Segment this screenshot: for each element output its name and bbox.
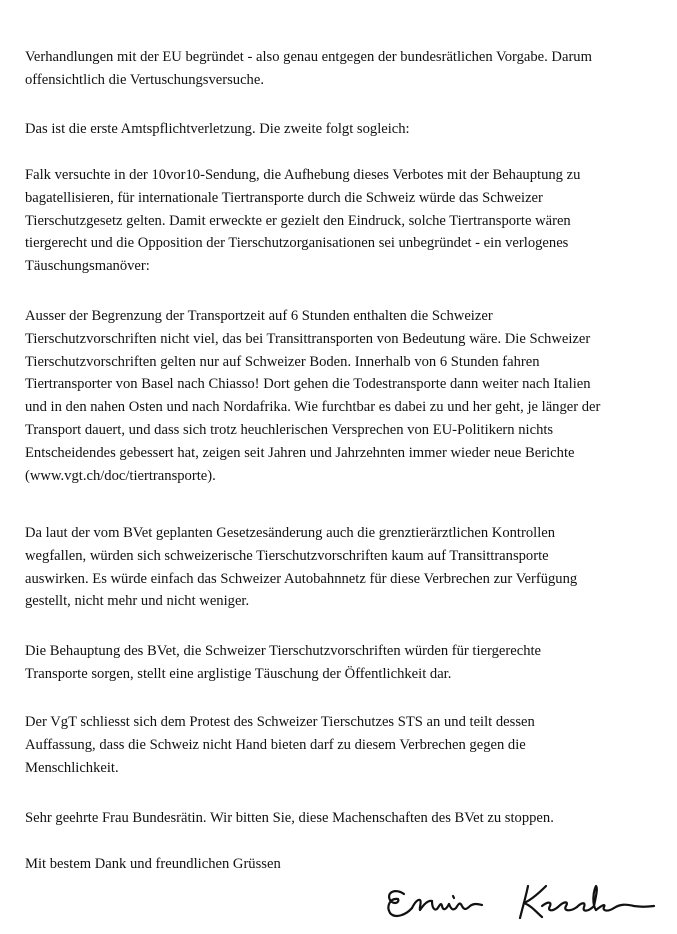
text-line: Mit bestem Dank und freundlichen Grüssen <box>25 856 281 872</box>
text-line: Der VgT schliesst sich dem Protest des Schweizer Tierschutzes STS an und teilt dessen <box>25 714 535 730</box>
text-line: Tierschutzgesetz gelten. Damit erweckte er gezielt den Eindruck, solche Tiertransporte wären <box>25 212 571 229</box>
paragraph-request <box>25 807 665 830</box>
text-line: Die Behauptung des BVet, die Schweizer Tierschutzvorschriften würden für tiergerechte <box>25 643 542 659</box>
text-line: Tierschutzvorschriften nicht viel, das bei Transittransporten von Bedeutung wäre. Die Schweizer <box>25 330 591 347</box>
text-line: Falk versuchte in der 10vor10-Sendung, die Aufhebung dieses Verbotes mit der Behauptung zu <box>25 167 581 183</box>
text-line: auswirken. Es würde einfach das Schweizer Autobahnnetz für diese Verbrechen zur Verfügung <box>25 570 578 587</box>
paragraph-eu-negotiations <box>25 46 665 92</box>
text-line: Tierschutzvorschriften gelten nur auf Schweizer Boden. Innerhalb von 6 Stunden fahren <box>25 353 540 370</box>
text-line: Täuschungsmanöver: <box>25 258 150 275</box>
paragraph-vgt-protest <box>25 711 665 779</box>
text-line: Menschlichkeit. <box>25 759 119 776</box>
paragraph-bvet-claim <box>25 640 665 686</box>
text-line: Tiertransporter von Basel nach Chiasso! Dort gehen die Todestransporte dann weiter nach Italien <box>25 376 591 393</box>
paragraph-transport-time <box>25 305 665 487</box>
text-line: Transport dauert, und dass sich trotz heuchlerischen Versprechen von EU-Politikern nichts <box>25 421 554 438</box>
text-line: (www.vgt.ch/doc/tiertransporte). <box>25 467 216 484</box>
paragraph-border-controls <box>25 522 665 613</box>
text-line: tiergerecht und die Opposition der Tierschutzorganisationen sei unbegründet - ein verlogenes <box>25 235 569 252</box>
text-line: Ausser der Begrenzung der Transportzeit auf 6 Stunden enthalten die Schweizer <box>25 308 493 324</box>
text-line: Da laut der vom BVet geplanten Gesetzesänderung auch die grenztierärztlichen Kontrollen <box>25 525 556 541</box>
text-line: Sehr geehrte Frau Bundesrätin. Wir bitten Sie, diese Machenschaften des BVet zu stoppen. <box>25 810 554 826</box>
text-line: Transporte sorgen, stellt eine arglistige Täuschung der Öffentlichkeit dar. <box>25 665 452 682</box>
text-line: Auffassung, dass die Schweiz nicht Hand bieten darf zu diesem Verbrechen gegen die <box>25 736 526 753</box>
paragraph-first-violation <box>25 118 665 141</box>
text-line: Entscheidendes gebessert hat, zeigen seit Jahren und Jahrzehnten immer wieder neue Berichte <box>25 444 575 461</box>
text-line: und in den nahen Osten und nach Nordafrika. Wie furchtbar es dabei zu und her geht, je länger der <box>25 399 601 416</box>
handwritten-signature-icon <box>382 876 662 924</box>
text-line: Verhandlungen mit der EU begründet - also genau entgegen der bundesrätlichen Vorgabe. Darum <box>25 49 592 65</box>
closing-greeting <box>25 853 665 876</box>
text-line: gestellt, nicht mehr und nicht weniger. <box>25 593 250 610</box>
text-line: Das ist die erste Amtspflichtverletzung. Die zweite folgt sogleich: <box>25 121 410 137</box>
text-line: bagatellisieren, für internationale Tiertransporte durch die Schweiz würde das Schweizer <box>25 189 543 206</box>
paragraph-falk-claim <box>25 164 665 278</box>
text-line: wegfallen, würden sich schweizerische Tierschutzvorschriften kaum auf Transittransporte <box>25 547 549 564</box>
text-line: offensichtlich die Vertuschungsversuche. <box>25 71 264 88</box>
